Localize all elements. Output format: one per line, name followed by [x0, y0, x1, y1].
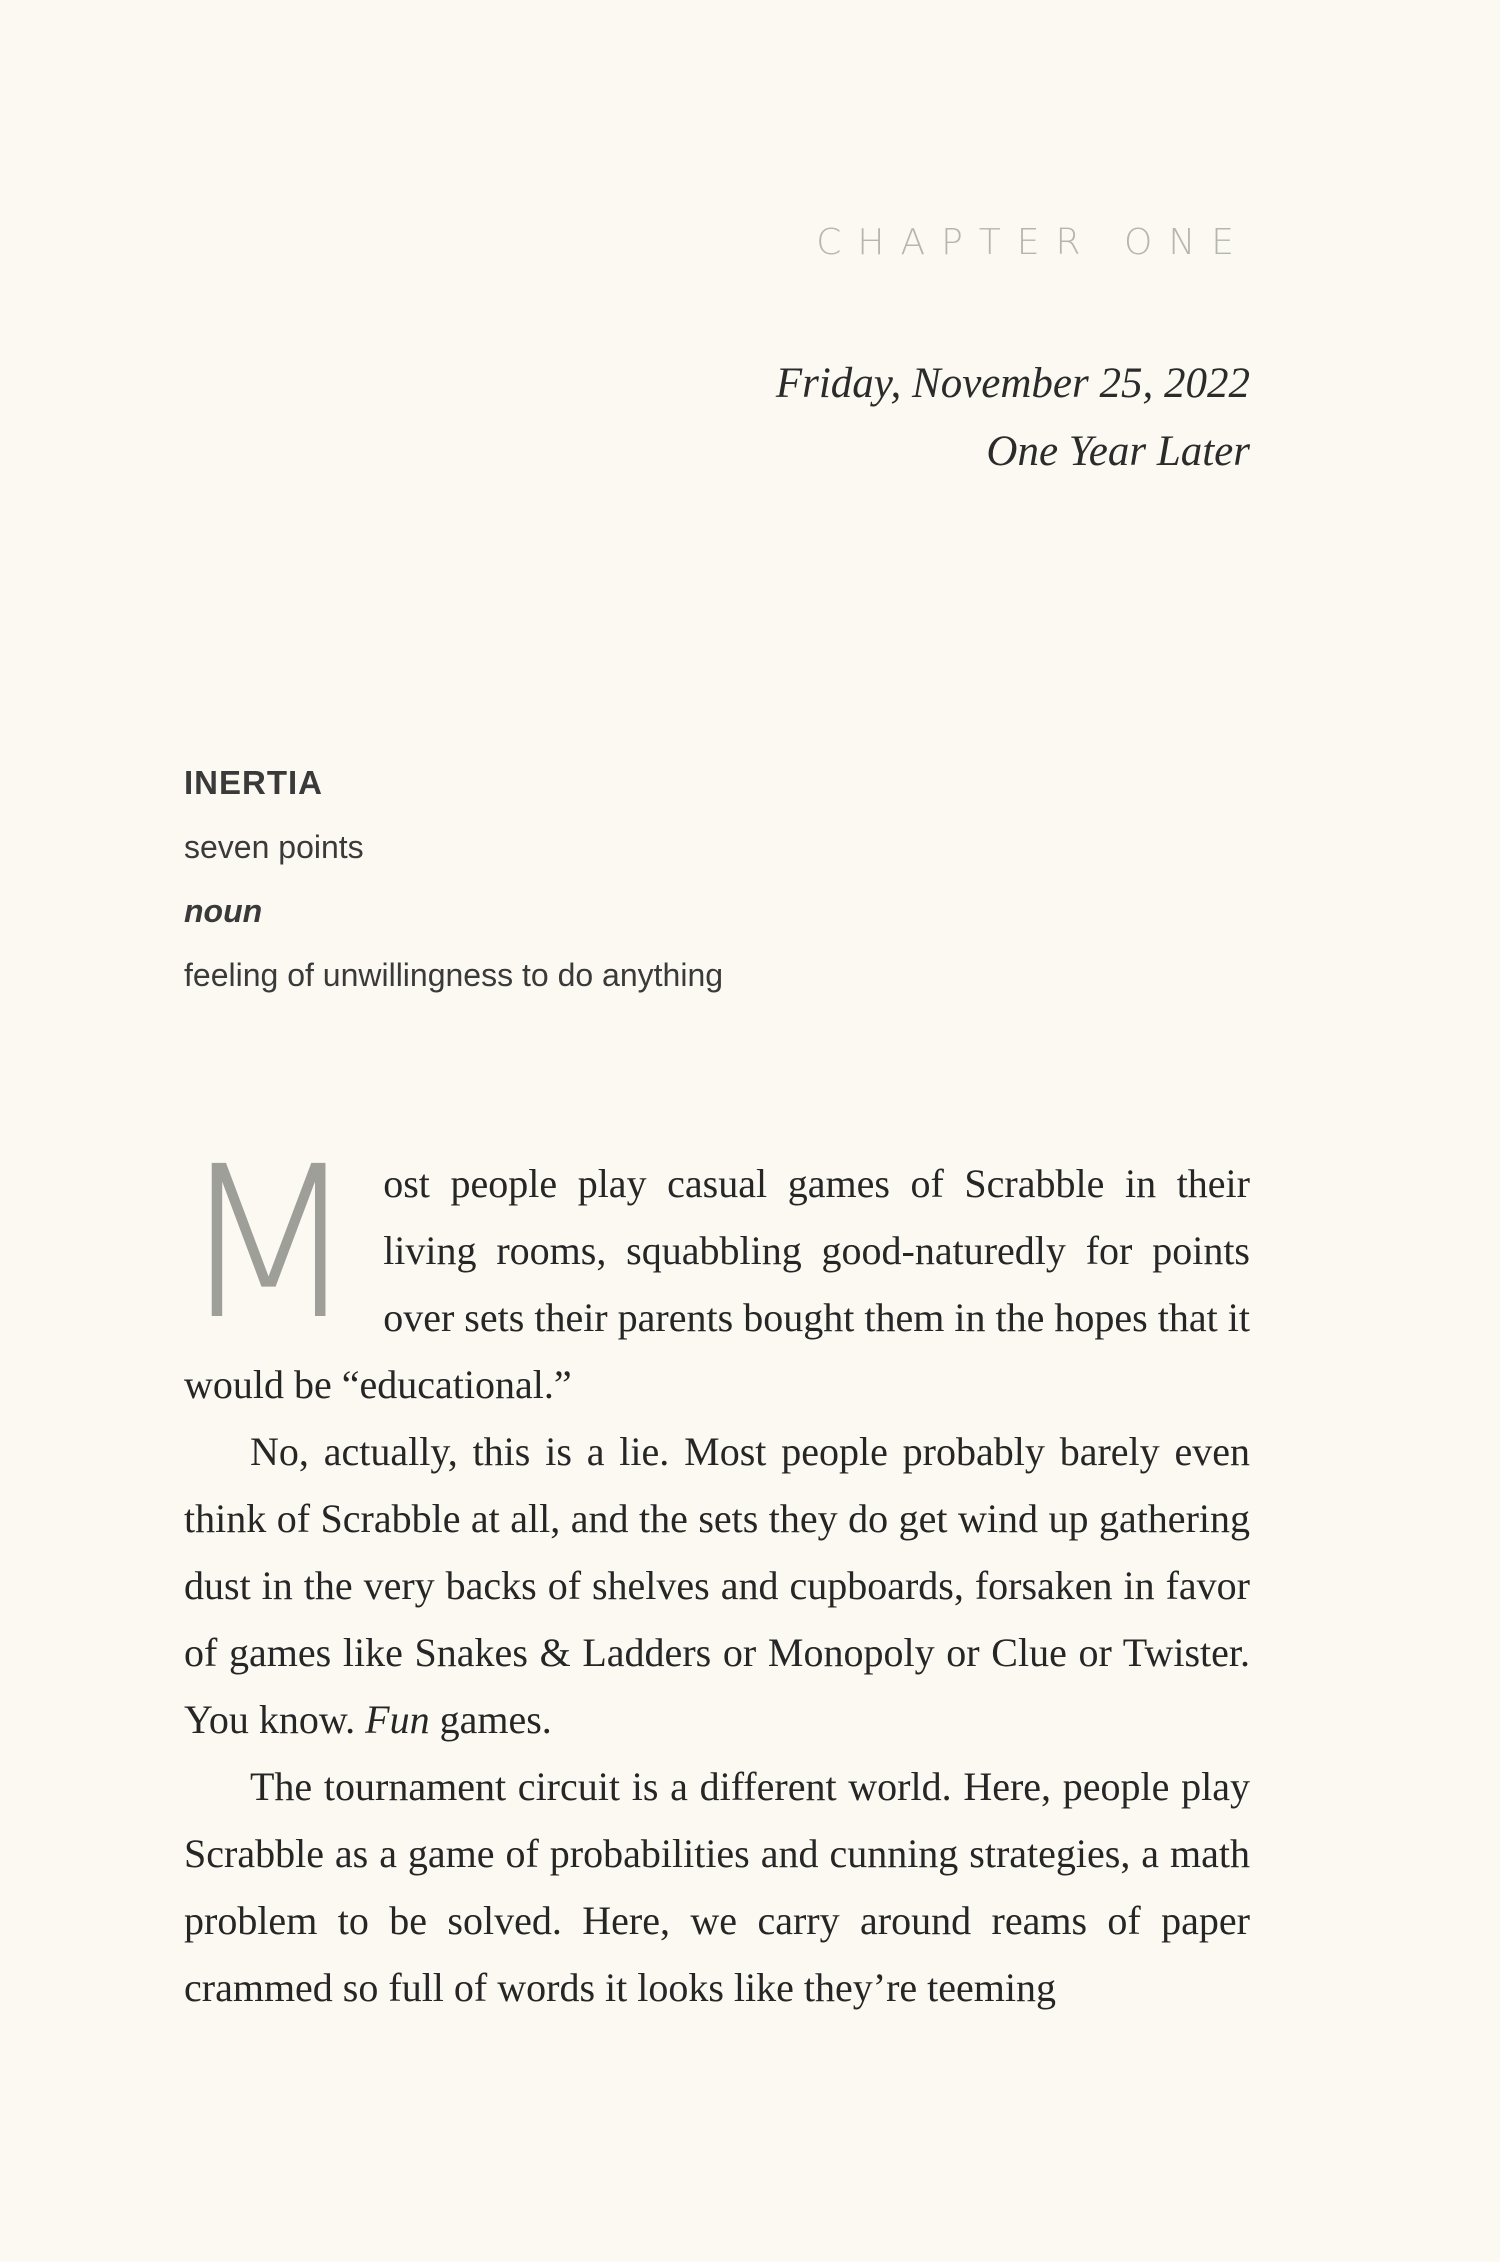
entry-part-of-speech: noun: [184, 893, 263, 929]
chapter-heading: CHAPTER ONE: [816, 222, 1250, 263]
paragraph-1-text: ost people play casual games of Scrabble in their living rooms, squabbling good-naturedly for points over sets their parents bought them in the hopes that it would be “educational.”: [184, 1161, 1250, 1407]
drop-cap: M: [178, 1121, 360, 1366]
chapter-dateline: [776, 350, 1250, 486]
paragraph-2-emphasis: Fun: [365, 1697, 430, 1742]
subtitle-line: One Year Later: [986, 428, 1250, 475]
paragraph-3-text: The tournament circuit is a different world. Here, people play Scrabble as a game of probabilities and cunning strategies, a math problem to be solved. Here, we carry around reams of paper crammed so full of words it looks like they’re teeming: [184, 1764, 1250, 2010]
entry-points: seven points: [184, 829, 364, 865]
entry-definition: feeling of unwillingness to do anything: [184, 957, 724, 993]
paragraph-2: [184, 1418, 1250, 1753]
paragraph-2-text-before: No, actually, this is a lie. Most people probably barely even think of Scrabble at all, and the sets they do get wind up gathering dust in the very backs of shelves and cupboards, forsaken in favor of games like Snakes & Ladders or Monopoly or Clue or Twister. You know.: [184, 1429, 1250, 1742]
body-text: [178, 1121, 1250, 2021]
entry-word: INERTIA: [184, 764, 323, 801]
dictionary-entry: [184, 758, 723, 1000]
date-line: Friday, November 25, 2022: [775, 360, 1250, 407]
paragraph-1: [178, 1121, 1250, 1418]
paragraph-3: [184, 1753, 1250, 2021]
paragraph-2-text-after: games.: [429, 1697, 552, 1742]
